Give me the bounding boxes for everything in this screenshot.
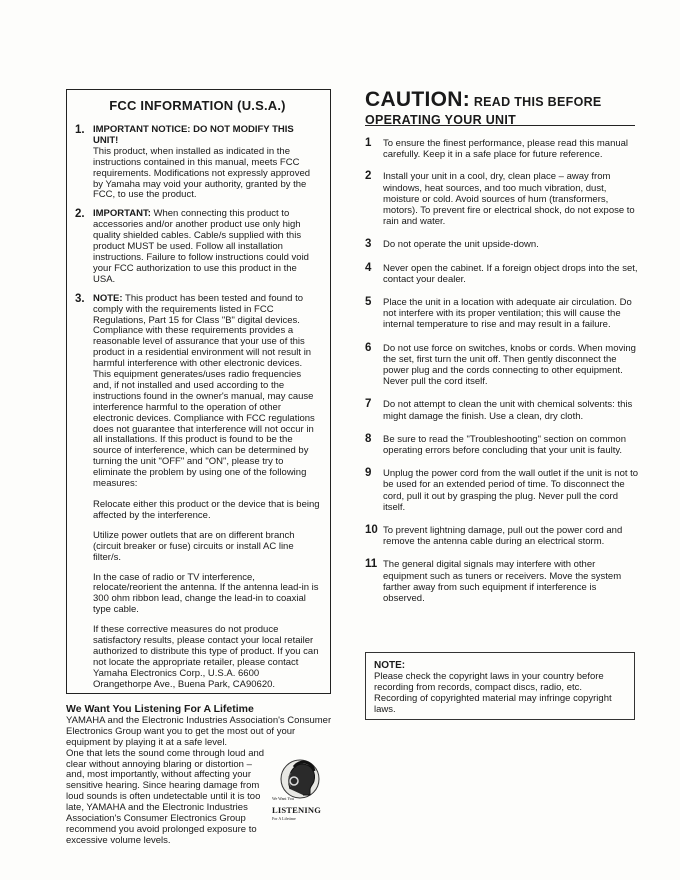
logo-small-text: We Want You [272,796,294,801]
logo-sub-text: For A Lifetime [272,816,296,821]
fcc-item-number: 2. [75,208,85,221]
caution-number: 9 [365,467,372,480]
caution-item [365,239,640,250]
caution-number: 6 [365,341,372,354]
caution-item [365,263,640,285]
caution-number: 8 [365,432,372,445]
caution-number: 4 [365,261,372,274]
caution-item [365,343,640,388]
caution-text: Place the unit in a location with adequate air circulation. Do not interfere with its proper ventilation; this will cause the internal temperature to rise and may result in a failure. [383,297,632,331]
caution-text: Do not attempt to clean the unit with chemical solvents: this might damage the finish. Use a clean, dry cloth. [383,399,633,422]
fcc-item-heading: IMPORTANT NOTICE: DO NOT MODIFY THIS UNIT! [93,124,294,146]
caution-text: Do not operate the unit upside-down. [383,239,539,251]
fcc-information-box [66,89,331,694]
fcc-item-text: This product has been tested and found to comply with the requirements listed in FCC Regulations, Part 15 for Class "B" digital devices. Compliance with these requirements provides a reasonable level of assurance that your use of this product in a residential environment will not result in harmful interference with other electronic devices. This equipment generates/uses radio frequencies and, if not installed and used according to the instructions found in the owner's manual, may cause interference harmful to the operation of other electronic devices. Compliance with FCC regulations does not guarantee that interference will not occur in all installations. If this product is found to be the source of interference, which can be determined by turning the unit "OFF" and "ON", please try to eliminate the problem by using one of the following measures: [93,292,315,490]
caution-text: Unplug the power cord from the wall outlet if the unit is not to be used for an extended period of time. To disconnect the cord, pull it out by grasping the plug. Never pull the cord itself. [383,468,639,513]
caution-text: The general digital signals may interfere with other equipment such as tuners or receivers. Move the system farther away from such equipment if interference is observed. [383,559,622,605]
caution-number: 7 [365,398,372,411]
fcc-item-text: This product, when installed as indicated in the instructions contained in this manual, meets FCC requirements. Modifications not expressly approved by Yamaha may void your authority, granted by the FCC, to use the product. [93,145,311,201]
caution-subtitle: READ THIS BEFORE [470,95,602,109]
fcc-measure: Relocate either this product or the device that is being affected by the interference. [93,499,320,521]
caution-item [365,138,640,160]
caution-text: Install your unit in a cool, dry, clean place – away from windows, heat sources, and too much vibration, dust, moisture or cold. Avoid sources of hum (transformers, motors). To prevent fire or electrical shock, do not expose to rain and water. [383,171,635,228]
caution-text: Do not use force on switches, knobs or cords. When moving the set, first turn the unit off. Then gently disconnect the power plug and the cords connecting to other equipment. Never pull the cord itself. [383,342,636,388]
caution-subtitle-2: OPERATING YOUR UNIT [365,113,517,127]
fcc-title: FCC INFORMATION (U.S.A.) [109,98,286,113]
caution-item [365,525,640,547]
note-box [365,652,635,720]
caution-number: 5 [365,296,372,309]
caution-item [365,297,640,331]
fcc-measure: If these corrective measures do not produce satisfactory results, please contact your local retailer authorized to distribute this type of product. If you can not locate the appropriate retailer, please contact Yamaha Electronics Corp., U.S.A. 6600 Orangethorpe Ave., Buena Park, CA90620. [93,624,319,690]
listening-title: We Want You Listening For A Lifetime [66,703,254,715]
caution-item [365,171,640,227]
fcc-item-heading: NOTE: [93,292,123,304]
listening-logo [270,755,328,825]
logo-word: LISTENING [272,805,322,815]
fcc-measure: In the case of radio or TV interference, relocate/reorient the antenna. If the antenna lead-in is 300 ohm ribbon lead, change the lead-in to coaxial type cable. [93,571,319,616]
caution-number: 2 [365,170,372,183]
caution-list [365,138,640,604]
listening-body: One that lets the sound come through loud and clear without annoying blaring or distortion – and, most importantly, without affecting your sensitive hearing. Since hearing damage from loud sounds is often undetectable until it is too late, YAMAHA and the Electronic Industries Association's Consumer Electronics Group recommend you avoid prolonged exposure to excessive volume levels. [66,747,265,846]
fcc-item-1 [75,125,320,201]
caution-number: 11 [365,558,378,571]
fcc-item-heading: IMPORTANT: [93,208,151,220]
fcc-item-number: 1. [75,124,85,136]
caution-text: Never open the cabinet. If a foreign object drops into the set, contact your dealer. [383,262,638,285]
caution-item [365,559,640,604]
caution-text: Be sure to read the "Troubleshooting" section on common operating errors before concluding that your unit is faulty. [383,433,626,457]
caution-label: CAUTION: [365,88,471,111]
fcc-item-3 [75,294,320,691]
fcc-item-text: When connecting this product to accessories and/or another product use only high quality shielded cables. Cable/s supplied with this product MUST be used. Follow all installation instructions. Failure to follow instructions could void your FCC authorization to use this product in the USA. [93,208,309,285]
caution-number: 3 [365,238,372,251]
caution-item [365,434,640,456]
caution-number: 10 [365,524,378,537]
note-text: Please check the copyright laws in your country before recording from records, compact discs, radio, etc. Recording of copyrighted material may infringe copyright laws. [374,671,612,715]
note-title: NOTE: [374,660,406,671]
fcc-measure: Utilize power outlets that are on different branch (circuit breaker or fuse) circuits or install AC line filter/s. [93,529,295,563]
fcc-item-2 [75,209,320,285]
caution-item [365,399,640,421]
caution-text: To prevent lightning damage, pull out the power cord and remove the antenna cable during an electrical storm. [383,525,623,548]
caution-number: 1 [365,137,372,149]
caution-rule [365,125,635,126]
caution-item [365,468,640,513]
caution-text: To ensure the finest performance, please read this manual carefully. Keep it in a safe place for future reference. [383,138,629,161]
fcc-item-number: 3. [75,292,85,305]
listening-intro: YAMAHA and the Electronic Industries Association's Consumer Electronics Group want you to get the most out of your equipment by playing it at a safe level. [66,714,332,748]
caution-heading [365,88,635,127]
